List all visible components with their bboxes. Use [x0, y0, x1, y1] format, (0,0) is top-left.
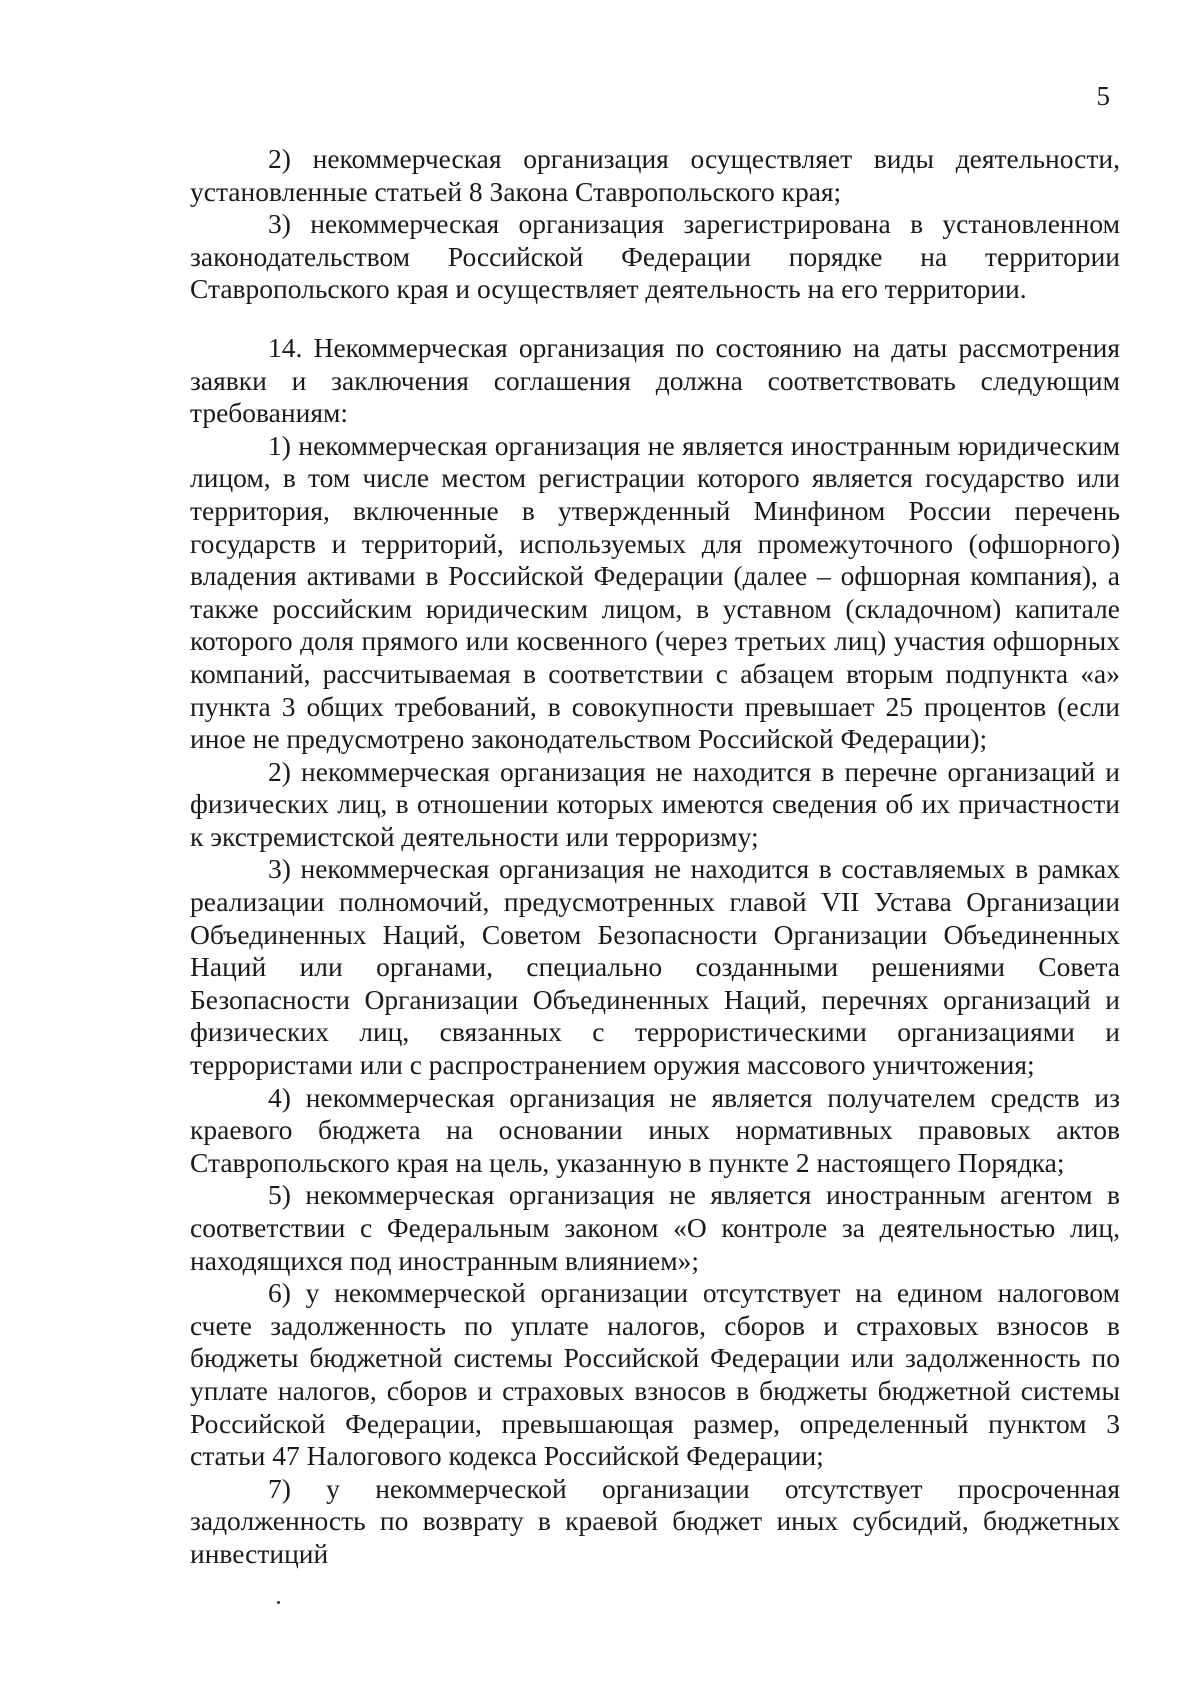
paragraph-section-14: 14. Некоммерческая организация по состоянию на даты рассмотрения заявки и заключения соглашения должна соответствовать следующим требованиям:	[190, 331, 1120, 429]
paragraph-requirement-6: 6) у некоммерческой организации отсутствует на едином налоговом счете задолженность по уплате налогов, сборов и страховых взносов в бюджеты бюджетной системы Российской Федерации или задолженность по уплате налогов, сборов и страховых взносов в бюджеты бюджетной системы Российской Федерации, превышающая размер, определенный пунктом 3 статьи 47 Налогового кодекса Российской Федерации;	[190, 1277, 1120, 1472]
paragraph-requirement-1: 1) некоммерческая организация не является иностранным юридическим лицом, в том числе местом регистрации которого является государство или территория, включенные в утвержденный Минфином России перечень государств и территорий, используемых для промежуточного (офшорного) владения активами в Российской Федерации (далее – офшорная компания), а также российским юридическим лицом, в уставном (складочном) капитале которого доля прямого или косвенного (через третьих лиц) участия офшорных компаний, рассчитываемая в соответствии с абзацем вторым подпункта «а» пункта 3 общих требований, в совокупности превышает 25 процентов (если иное не предусмотрено законодательством Российской Федерации);	[190, 429, 1120, 755]
document-body	[190, 143, 1120, 1571]
paragraph-item-2: 2) некоммерческая организация осуществляет виды деятельности, установленные статьей 8 Закона Ставропольского края;	[190, 143, 1120, 207]
paragraph-requirement-3: 3) некоммерческая организация не находится в составляемых в рамках реализации полномочий, предусмотренных главой VII Устава Организации Объединенных Наций, Советом Безопасности Организации Объединенных Наций или органами, специально созданными решениями Совета Безопасности Организации Объединенных Наций, перечнях организаций и физических лиц, связанных с террористическими организациями и террористами или с распространением оружия массового уничтожения;	[190, 853, 1120, 1081]
page-number: 5	[1096, 81, 1110, 111]
paragraph-requirement-5: 5) некоммерческая организация не является иностранным агентом в соответствии с Федеральным законом «О контроле за деятельностью лиц, находящихся под иностранным влиянием»;	[190, 1179, 1120, 1276]
paragraph-requirement-7: 7) у некоммерческой организации отсутствует просроченная задолженность по возврату в краевой бюджет иных субсидий, бюджетных инвестиций	[190, 1472, 1120, 1569]
paragraph-requirement-2: 2) некоммерческая организация не находится в перечне организаций и физических лиц, в отношении которых имеются сведения об их причастности к экстремистской деятельности или терроризму;	[190, 755, 1120, 852]
scan-speck	[277, 1601, 280, 1604]
paragraph-item-3: 3) некоммерческая организация зарегистрирована в установленном законодательством Российской Федерации порядке на территории Ставропольского края и осуществляет деятельность на его территории.	[190, 208, 1120, 305]
paragraph-requirement-4: 4) некоммерческая организация не является получателем средств из краевого бюджета на основании иных нормативных правовых актов Ставропольского края на цель, указанную в пункте 2 настоящего Порядка;	[190, 1081, 1120, 1178]
